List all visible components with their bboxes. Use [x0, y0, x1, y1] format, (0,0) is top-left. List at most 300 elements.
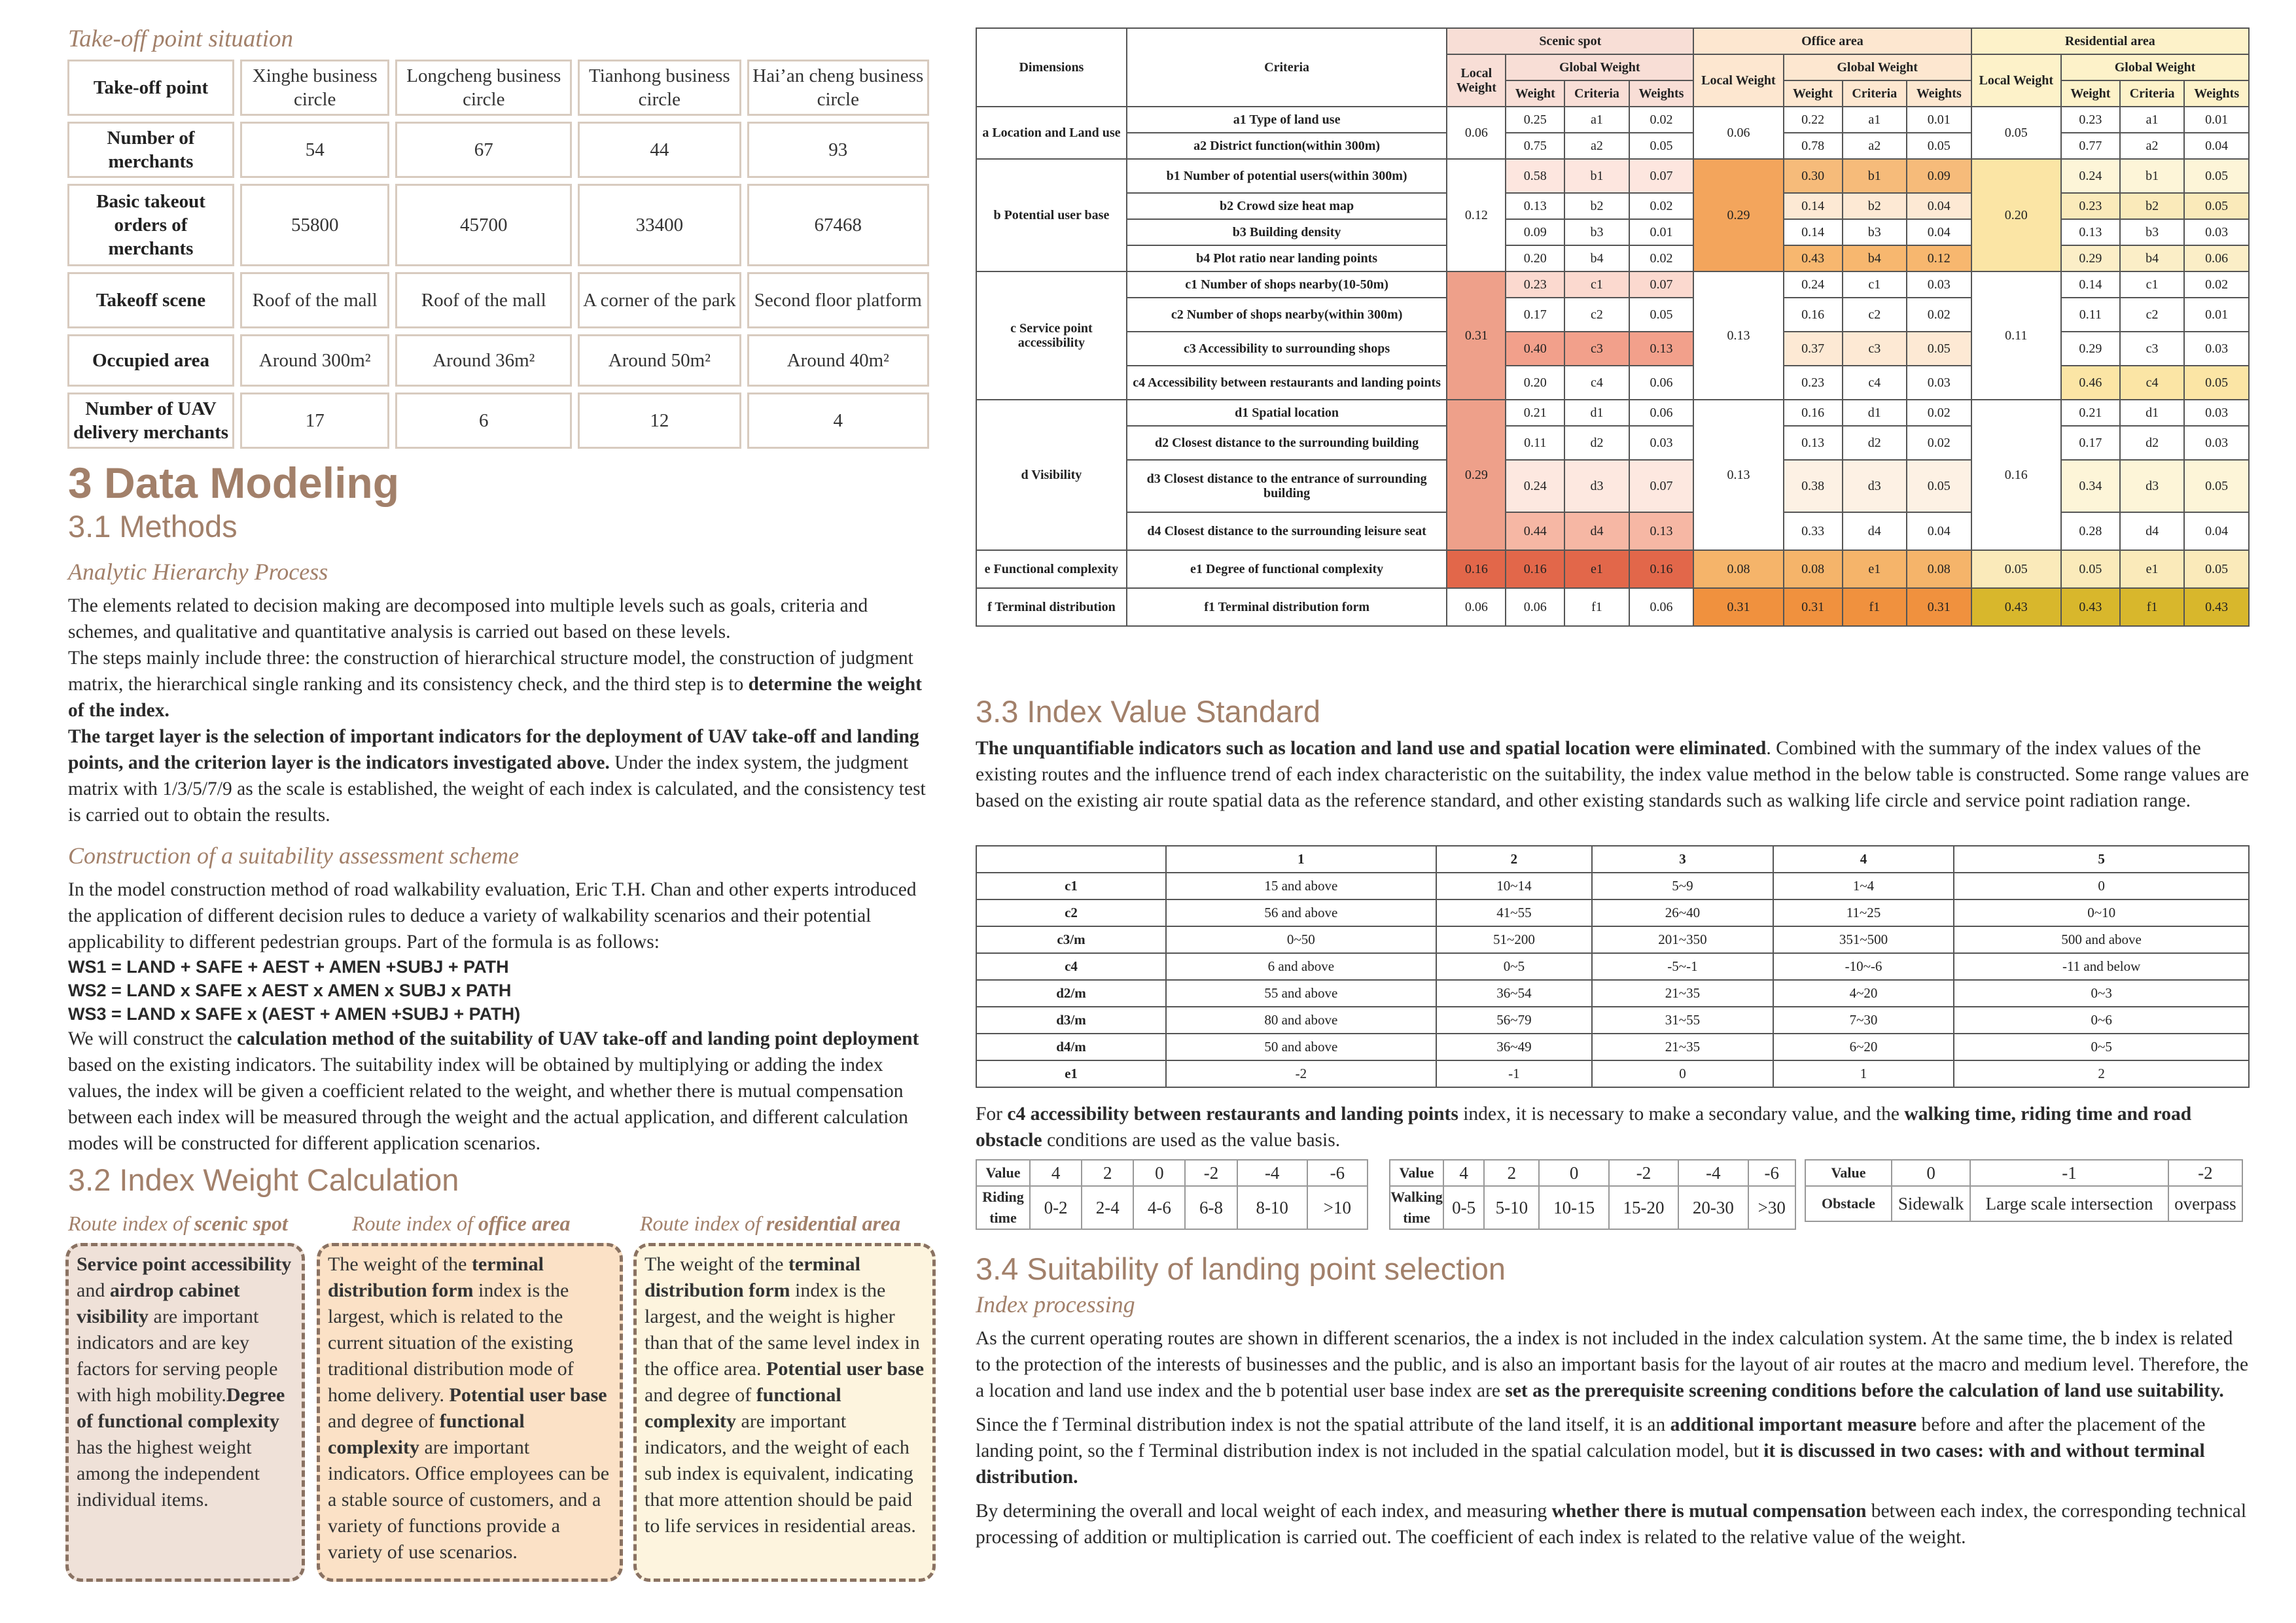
takeoff-cell: 4	[747, 393, 929, 449]
weight-cell: 0.30	[1784, 159, 1843, 193]
value-level-header: 1	[1166, 846, 1436, 873]
criteria-cell: d1 Spatial location	[1127, 400, 1447, 426]
weight-cell: 0.29	[2061, 245, 2120, 271]
criteria-code-cell: c2	[2120, 298, 2184, 332]
group-header: Office area	[1693, 28, 1971, 54]
criteria-code-cell: d4	[2120, 512, 2184, 550]
value-cell: 10~14	[1436, 873, 1593, 899]
criteria-cell: b1 Number of potential users(within 300m)	[1127, 159, 1447, 193]
weight-table	[976, 27, 2250, 627]
section-title: 3 Data Modeling	[68, 459, 400, 507]
value-cell: 80 and above	[1166, 1007, 1436, 1034]
value-cell: 7~30	[1773, 1007, 1954, 1034]
local-weight-cell: 0.06	[1693, 107, 1783, 159]
index-processing-paragraph: As the current operating routes are shown in different scenarios, the a index is not included in the index calculation system. At the same time, the b index is related to the protection of the interests of businesses and the public, and is also an important basis for the layout of air routes at the macro and medium level. Therefore, the a location and land use index and the b potential user base index are set as the prerequisite screening conditions before the calculation of land use suitability. Since the f Terminal distribution index is not the spatial attribute of the land itself, it is an additional important measure before and after the placement of the landing point, so the f Terminal distribution index is not included in the spatial calculation model, but it is discussed in two cases: with and without terminal distribution. By determining the overall and local weight of each index, and measuring whether there is mutual compensation between each index, the corresponding technical processing of addition or multiplication is carried out. The coefficient of each index is related to the relative value of the weight.	[976, 1328, 2249, 1548]
weight-heading: 3.2 Index Weight Calculation	[68, 1162, 459, 1197]
obstacle-table	[1805, 1159, 2243, 1222]
takeoff-row-label: Basic takeout orders of merchants	[67, 184, 234, 266]
value-cell: -11 and below	[1954, 953, 2249, 980]
criteria-code-cell: d4	[1843, 512, 1907, 550]
weight-cell: 0.23	[2061, 107, 2120, 133]
global-weight-cell: 0.05	[1629, 298, 1694, 332]
global-weight-cell: 0.06	[2184, 245, 2249, 271]
scenic-note-box	[65, 1243, 305, 1582]
note-text: Potential user base	[766, 1358, 925, 1380]
criteria-code-cell: b1	[1564, 159, 1629, 193]
takeoff-title: Take-off point situation	[68, 26, 293, 52]
criteria-code-cell: d3	[1843, 460, 1907, 512]
criteria-code-cell: e1	[1564, 550, 1629, 588]
global-weight-cell: 0.08	[1907, 550, 1971, 588]
value-cell: 2	[1954, 1060, 2249, 1087]
weight-cell: 0.16	[1784, 298, 1843, 332]
weight-cell: 0.58	[1506, 159, 1564, 193]
weight-cell: 0.31	[1784, 588, 1843, 626]
weight-cell: 0.43	[2061, 588, 2120, 626]
value-cell: -5~-1	[1592, 953, 1773, 980]
global-weight-cell: 0.05	[2184, 159, 2249, 193]
criteria-code-cell: c2	[1564, 298, 1629, 332]
value-row-label: c4	[976, 953, 1166, 980]
weight-cell: 0.40	[1506, 332, 1564, 366]
c4-paragraph: For c4 accessibility between restaurants and landing points index, it is necessary to make a secondary value, and the walking time, riding time and road obstacle conditions are used as the value basis.	[976, 1104, 2192, 1151]
criteria-code-cell: b1	[1843, 159, 1907, 193]
weight-cell: 0.16	[1784, 400, 1843, 426]
note-text: The weight of the	[328, 1253, 472, 1275]
global-weight-cell: 0.43	[2184, 588, 2249, 626]
takeoff-cell: Second floor platform	[747, 272, 929, 328]
secondary-range: 4-6	[1133, 1186, 1185, 1229]
weight-cell: 0.05	[2061, 550, 2120, 588]
local-weight-cell: 0.31	[1447, 271, 1506, 400]
dimension-cell: a Location and Land use	[976, 107, 1127, 159]
secondary-value: -2	[1185, 1160, 1237, 1186]
criteria-code-cell: d3	[1564, 460, 1629, 512]
takeoff-cell: 12	[578, 393, 741, 449]
criteria-code-cell: d2	[1564, 426, 1629, 460]
global-weight-cell: 0.05	[2184, 366, 2249, 400]
weight-cell: 0.28	[2061, 512, 2120, 550]
takeoff-table	[62, 54, 935, 455]
value-cell: 11~25	[1773, 899, 1954, 926]
value-cell: 4~20	[1773, 980, 1954, 1007]
criteria-code-cell: a1	[2120, 107, 2184, 133]
criteria-cell: b3 Building density	[1127, 219, 1447, 245]
global-weight-cell: 0.04	[1907, 512, 1971, 550]
secondary-value-label: Value	[1805, 1160, 1892, 1186]
global-weight-cell: 0.03	[1907, 271, 1971, 298]
secondary-range: 5-10	[1484, 1186, 1539, 1229]
criteria-code-cell: a1	[1564, 107, 1629, 133]
value-row-label: d2/m	[976, 980, 1166, 1007]
criteria-cell: c2 Number of shops nearby(within 300m)	[1127, 298, 1447, 332]
weight-cell: 0.77	[2061, 133, 2120, 159]
secondary-range: >10	[1307, 1186, 1368, 1229]
criteria-cell: d4 Closest distance to the surrounding leisure seat	[1127, 512, 1447, 550]
criteria-code-cell: e1	[1843, 550, 1907, 588]
global-weight-cell: 0.07	[1629, 159, 1694, 193]
sub-header: Weight	[1784, 80, 1843, 107]
weight-cell: 0.08	[1784, 550, 1843, 588]
takeoff-cell: Around 300m²	[240, 334, 389, 387]
criteria-code-cell: d1	[1564, 400, 1629, 426]
value-level-header: 3	[1592, 846, 1773, 873]
criteria-code-cell: c4	[1843, 366, 1907, 400]
criteria-cell: a1 Type of land use	[1127, 107, 1447, 133]
dimension-cell: f Terminal distribution	[976, 588, 1127, 626]
criteria-code-cell: c4	[1564, 366, 1629, 400]
secondary-range: >30	[1748, 1186, 1795, 1229]
weight-cell: 0.09	[1506, 219, 1564, 245]
criteria-code-cell: c1	[2120, 271, 2184, 298]
takeoff-cell: 44	[578, 122, 741, 178]
value-cell: -2	[1166, 1060, 1436, 1087]
criteria-cell: d3 Closest distance to the entrance of surrounding building	[1127, 460, 1447, 512]
local-weight-cell: 0.06	[1447, 107, 1506, 159]
office-note-box	[317, 1243, 623, 1582]
takeoff-row-label: Number of merchants	[67, 122, 234, 178]
criteria-cell: d2 Closest distance to the surrounding building	[1127, 426, 1447, 460]
takeoff-cell: Around 36m²	[395, 334, 572, 387]
weight-cell: 0.23	[2061, 193, 2120, 219]
secondary-value: 4	[1030, 1160, 1082, 1186]
global-weight-cell: 0.04	[1907, 193, 1971, 219]
criteria-code-cell: b4	[2120, 245, 2184, 271]
note-text: has the highest weight among the independent individual items.	[77, 1437, 260, 1510]
takeoff-cell: Around 50m²	[578, 334, 741, 387]
criteria-code-cell: c4	[2120, 366, 2184, 400]
weight-cell: 0.13	[1506, 193, 1564, 219]
value-cell: -10~-6	[1773, 953, 1954, 980]
secondary-value: 4	[1443, 1160, 1484, 1186]
global-weight-cell: 0.05	[1907, 460, 1971, 512]
weight-cell: 0.11	[1506, 426, 1564, 460]
dimension-cell: d Visibility	[976, 400, 1127, 550]
value-table-corner	[976, 846, 1166, 873]
note-text: are important indicators, and the weight of each sub index is equivalent, indicating that more attention should be paid to life services in residential areas.	[645, 1410, 916, 1537]
weight-cell: 0.14	[1784, 219, 1843, 245]
value-cell: 50 and above	[1166, 1034, 1436, 1060]
weight-cell: 0.38	[1784, 460, 1843, 512]
weight-cell: 0.23	[1784, 366, 1843, 400]
value-row-label: e1	[976, 1060, 1166, 1087]
value-cell: 21~35	[1592, 980, 1773, 1007]
weight-cell: 0.24	[1784, 271, 1843, 298]
secondary-value: -2	[2168, 1160, 2242, 1186]
value-cell: 36~49	[1436, 1034, 1593, 1060]
local-weight-header: Local Weight	[1971, 54, 2061, 107]
criteria-code-cell: d4	[1564, 512, 1629, 550]
value-row-label: c1	[976, 873, 1166, 899]
note-text: index is the largest, and the weight is higher than that of the same level index in the office area.	[645, 1280, 920, 1380]
suitability-selection-heading: 3.4 Suitability of landing point selection	[976, 1251, 1506, 1286]
note-text: airdrop cabinet visibility	[77, 1280, 240, 1327]
value-row-label: d4/m	[976, 1034, 1166, 1060]
global-weight-cell: 0.04	[2184, 133, 2249, 159]
note-text: and	[77, 1280, 110, 1301]
secondary-value: -6	[1748, 1160, 1795, 1186]
criteria-code-cell: b2	[1564, 193, 1629, 219]
value-cell: 1~4	[1773, 873, 1954, 899]
global-weight-cell: 0.01	[1629, 219, 1694, 245]
weight-cell: 0.23	[1506, 271, 1564, 298]
criteria-code-cell: a2	[1843, 133, 1907, 159]
local-weight-cell: 0.13	[1693, 400, 1783, 550]
note-text: Degree of functional complexity	[77, 1384, 285, 1432]
local-weight-cell: 0.12	[1447, 159, 1506, 271]
global-weight-cell: 0.06	[1629, 588, 1694, 626]
local-weight-header: Local Weight	[1447, 54, 1506, 107]
value-cell: 6~20	[1773, 1034, 1954, 1060]
takeoff-cell: 17	[240, 393, 389, 449]
local-weight-header: Local Weight	[1693, 54, 1783, 107]
global-weight-cell: 0.03	[1907, 366, 1971, 400]
weight-cell: 0.34	[2061, 460, 2120, 512]
secondary-row-label: Walking time	[1390, 1186, 1443, 1229]
global-weight-cell: 0.31	[1907, 588, 1971, 626]
value-cell: 51~200	[1436, 926, 1593, 953]
secondary-range: Large scale intersection	[1970, 1186, 2168, 1221]
weight-cell: 0.14	[2061, 271, 2120, 298]
value-cell: 0	[1592, 1060, 1773, 1087]
weight-cell: 0.17	[1506, 298, 1564, 332]
value-cell: 0~50	[1166, 926, 1436, 953]
criteria-code-cell: b4	[1564, 245, 1629, 271]
global-weight-header: Global Weight	[2061, 54, 2249, 80]
takeoff-point: Hai’an cheng business circle	[747, 60, 929, 116]
secondary-range: Sidewalk	[1892, 1186, 1970, 1221]
global-weight-cell: 0.09	[1907, 159, 1971, 193]
takeoff-row-label: Occupied area	[67, 334, 234, 387]
criteria-code-cell: c1	[1843, 271, 1907, 298]
value-row-label: c3/m	[976, 926, 1166, 953]
global-weight-cell: 0.13	[1629, 512, 1694, 550]
secondary-value: 0	[1133, 1160, 1185, 1186]
value-cell: 201~350	[1592, 926, 1773, 953]
global-weight-cell: 0.05	[1907, 133, 1971, 159]
global-weight-cell: 0.03	[2184, 400, 2249, 426]
methods-heading: 3.1 Methods	[68, 509, 238, 544]
criteria-cell: c3 Accessibility to surrounding shops	[1127, 332, 1447, 366]
weight-cell: 0.13	[2061, 219, 2120, 245]
criteria-code-cell: c3	[1843, 332, 1907, 366]
dimensions-header: Dimensions	[976, 28, 1127, 107]
global-weight-cell: 0.13	[1629, 332, 1694, 366]
global-weight-cell: 0.06	[1629, 366, 1694, 400]
takeoff-cell: 6	[395, 393, 572, 449]
criteria-code-cell: b1	[2120, 159, 2184, 193]
local-weight-cell: 0.29	[1447, 400, 1506, 550]
value-cell: 0	[1954, 873, 2249, 899]
takeoff-point: Tianhong business circle	[578, 60, 741, 116]
weight-cell: 0.13	[1784, 426, 1843, 460]
global-weight-header: Global Weight	[1784, 54, 1971, 80]
criteria-code-cell: c3	[2120, 332, 2184, 366]
suitability-paragraph: In the model construction method of road walkability evaluation, Eric T.H. Chan and other experts introduced the application of different decision rules to deduce a variety of walkability scenarios and their potential applicability to different pedestrian groups. Part of the formula is as follows: WS1 = LAND + SAFE + AEST + AMEN +SUBJ + PATH WS2 = LAND x SAFE x AEST x AMEN x SUBJ x PATH WS3 = LAND x SAFE x (AEST + AMEN +SUBJ + PATH) We will construct the calculation method of the suitability of UAV take-off and landing point deployment based on the existing indicators. The suitability index will be obtained by multiplying or adding the index values, the index will be given a coefficient related to the weight, and whether there is mutual compensation between each index will be measured through the weight and the actual application, and different calculation modes will be constructed for different application scenarios.	[68, 877, 935, 1157]
weight-cell: 0.78	[1784, 133, 1843, 159]
suitability-heading: Construction of a suitability assessment scheme	[68, 843, 519, 869]
route-label-scenic: Route index of scenic spot	[68, 1212, 288, 1235]
ahp-heading: Analytic Hierarchy Process	[68, 559, 328, 585]
note-text: are important indicators and are key factors for serving people with high mobility.	[77, 1306, 278, 1406]
criteria-cell: b2 Crowd size heat map	[1127, 193, 1447, 219]
criteria-code-cell: a2	[1564, 133, 1629, 159]
local-weight-cell: 0.20	[1971, 159, 2061, 271]
criteria-code-cell: c2	[1843, 298, 1907, 332]
takeoff-cell: 67	[395, 122, 572, 178]
takeoff-cell: 55800	[240, 184, 389, 266]
global-weight-cell: 0.12	[1907, 245, 1971, 271]
weight-cell: 0.14	[1784, 193, 1843, 219]
formula-ws3: WS3 = LAND x SAFE x (AEST + AMEN +SUBJ + PATH)	[68, 1004, 521, 1024]
secondary-range: 8-10	[1237, 1186, 1307, 1229]
secondary-value: -2	[1609, 1160, 1678, 1186]
global-weight-cell: 0.03	[2184, 219, 2249, 245]
value-cell: 5~9	[1592, 873, 1773, 899]
weight-cell: 0.06	[1506, 588, 1564, 626]
local-weight-cell: 0.29	[1693, 159, 1783, 271]
weight-cell: 0.17	[2061, 426, 2120, 460]
weight-cell: 0.37	[1784, 332, 1843, 366]
walking-time-table	[1389, 1159, 1796, 1226]
index-value-paragraph: The unquantifiable indicators such as location and land use and spatial location were eliminated. Combined with the summary of the index values of the existing routes and the influence trend of each index characteristic on the suitability, the index value method in the below table is constructed. Some range values are based on the existing air route spatial data as the reference standard, and other existing standards such as walking life circle and service point radiation range.	[976, 738, 2250, 811]
criteria-code-cell: d1	[1843, 400, 1907, 426]
secondary-range: 6-8	[1185, 1186, 1237, 1229]
secondary-row-label: Riding time	[976, 1186, 1030, 1229]
value-cell: 41~55	[1436, 899, 1593, 926]
criteria-code-cell: d3	[2120, 460, 2184, 512]
criteria-code-cell: a2	[2120, 133, 2184, 159]
value-cell: 0~5	[1436, 953, 1593, 980]
criteria-cell: b4 Plot ratio near landing points	[1127, 245, 1447, 271]
value-level-header: 5	[1954, 846, 2249, 873]
note-text: The weight of the	[645, 1253, 788, 1275]
secondary-value-label: Value	[1390, 1160, 1443, 1186]
global-weight-cell: 0.01	[2184, 298, 2249, 332]
formula-ws1: WS1 = LAND + SAFE + AEST + AMEN +SUBJ + PATH	[68, 957, 509, 977]
note-text: terminal distribution form	[328, 1253, 544, 1301]
criteria-code-cell: b3	[1564, 219, 1629, 245]
criteria-code-cell: f1	[1564, 588, 1629, 626]
secondary-value: 2	[1484, 1160, 1539, 1186]
global-weight-cell: 0.02	[1629, 193, 1694, 219]
local-weight-cell: 0.43	[1971, 588, 2061, 626]
value-cell: 0~5	[1954, 1034, 2249, 1060]
weight-cell: 0.16	[1506, 550, 1564, 588]
note-text: Potential user base	[449, 1384, 607, 1406]
note-text: are important indicators. Office employees can be a stable source of customers, and a variety of functions provide a variety of use scenarios.	[328, 1437, 610, 1563]
weight-cell: 0.24	[2061, 159, 2120, 193]
criteria-code-cell: b4	[1843, 245, 1907, 271]
value-cell: 36~54	[1436, 980, 1593, 1007]
global-weight-cell: 0.02	[1629, 245, 1694, 271]
takeoff-cell: 67468	[747, 184, 929, 266]
takeoff-cell: Roof of the mall	[240, 272, 389, 328]
secondary-value: 2	[1082, 1160, 1133, 1186]
note-text: index is the largest, which is related to the current situation of the existing traditional distribution mode of home delivery.	[328, 1280, 574, 1406]
global-weight-cell: 0.04	[1907, 219, 1971, 245]
weight-cell: 0.75	[1506, 133, 1564, 159]
weight-cell: 0.20	[1506, 366, 1564, 400]
weight-cell: 0.24	[1506, 460, 1564, 512]
takeoff-point: Xinghe business circle	[240, 60, 389, 116]
weight-cell: 0.29	[2061, 332, 2120, 366]
global-weight-cell: 0.06	[1629, 400, 1694, 426]
global-weight-cell: 0.01	[1907, 107, 1971, 133]
value-cell: 0~3	[1954, 980, 2249, 1007]
criteria-cell: e1 Degree of functional complexity	[1127, 550, 1447, 588]
value-cell: 56 and above	[1166, 899, 1436, 926]
secondary-value: 0	[1539, 1160, 1608, 1186]
secondary-range: 0-2	[1030, 1186, 1082, 1229]
route-label-office: Route index of office area	[352, 1212, 571, 1235]
local-weight-cell: 0.05	[1971, 550, 2061, 588]
global-weight-header: Global Weight	[1506, 54, 1693, 80]
ahp-paragraph: The elements related to decision making are decomposed into multiple levels such as goals, criteria and schemes, and qualitative and quantitative analysis is carried out based on these levels. The steps mainly include three: the construction of hierarchical structure model, the construction of judgment matrix, the hierarchical single ranking and its consistency check, and the third step is to determine the weight of the index. The target layer is the selection of important indicators for the deployment of UAV take-off and landing points, and the criterion layer is the indicators investigated above. Under the index system, the judgment matrix with 1/3/5/7/9 as the scale is established, the weight of each index is calculated, and the consistency test is carried out to obtain the results.	[68, 595, 926, 826]
value-table	[976, 845, 2250, 1088]
global-weight-cell: 0.02	[1907, 298, 1971, 332]
criteria-code-cell: b2	[2120, 193, 2184, 219]
note-text: terminal distribution form	[645, 1253, 860, 1301]
local-weight-cell: 0.13	[1693, 271, 1783, 400]
value-cell: 0~10	[1954, 899, 2249, 926]
secondary-range: 0-5	[1443, 1186, 1484, 1229]
weight-cell: 0.43	[1784, 245, 1843, 271]
route-label-residential: Route index of residential area	[640, 1212, 901, 1235]
criteria-cell: c4 Accessibility between restaurants and landing points	[1127, 366, 1447, 400]
criteria-code-cell: b2	[1843, 193, 1907, 219]
dimension-cell: b Potential user base	[976, 159, 1127, 271]
secondary-range: 20-30	[1678, 1186, 1748, 1229]
global-weight-cell: 0.03	[2184, 332, 2249, 366]
local-weight-cell: 0.31	[1693, 588, 1783, 626]
group-header: Residential area	[1971, 28, 2249, 54]
global-weight-cell: 0.02	[2184, 271, 2249, 298]
riding-time-table	[976, 1159, 1368, 1226]
local-weight-cell: 0.11	[1971, 271, 2061, 400]
global-weight-cell: 0.05	[1907, 332, 1971, 366]
takeoff-cell: A corner of the park	[578, 272, 741, 328]
note-text: functional complexity	[645, 1384, 841, 1432]
value-cell: 56~79	[1436, 1007, 1593, 1034]
weight-cell: 0.33	[1784, 512, 1843, 550]
local-weight-cell: 0.08	[1693, 550, 1783, 588]
index-value-heading: 3.3 Index Value Standard	[976, 694, 1320, 729]
value-cell: 0~6	[1954, 1007, 2249, 1034]
weight-cell: 0.21	[1506, 400, 1564, 426]
global-weight-cell: 0.05	[2184, 460, 2249, 512]
weight-cell: 0.21	[2061, 400, 2120, 426]
global-weight-cell: 0.07	[1629, 460, 1694, 512]
global-weight-cell: 0.04	[2184, 512, 2249, 550]
criteria-code-cell: c1	[1564, 271, 1629, 298]
value-cell: 1	[1773, 1060, 1954, 1087]
criteria-cell: f1 Terminal distribution form	[1127, 588, 1447, 626]
takeoff-cell: Roof of the mall	[395, 272, 572, 328]
sub-header: Weights	[1629, 80, 1694, 107]
global-weight-cell: 0.03	[2184, 426, 2249, 460]
criteria-cell: a2 District function(within 300m)	[1127, 133, 1447, 159]
residential-note-box	[633, 1243, 936, 1582]
global-weight-cell: 0.07	[1629, 271, 1694, 298]
criteria-code-cell: e1	[2120, 550, 2184, 588]
criteria-header: Criteria	[1127, 28, 1447, 107]
criteria-code-cell: b3	[2120, 219, 2184, 245]
value-level-header: 4	[1773, 846, 1954, 873]
weight-cell: 0.11	[2061, 298, 2120, 332]
secondary-value: -1	[1970, 1160, 2168, 1186]
note-text: Service point accessibility	[77, 1253, 292, 1275]
